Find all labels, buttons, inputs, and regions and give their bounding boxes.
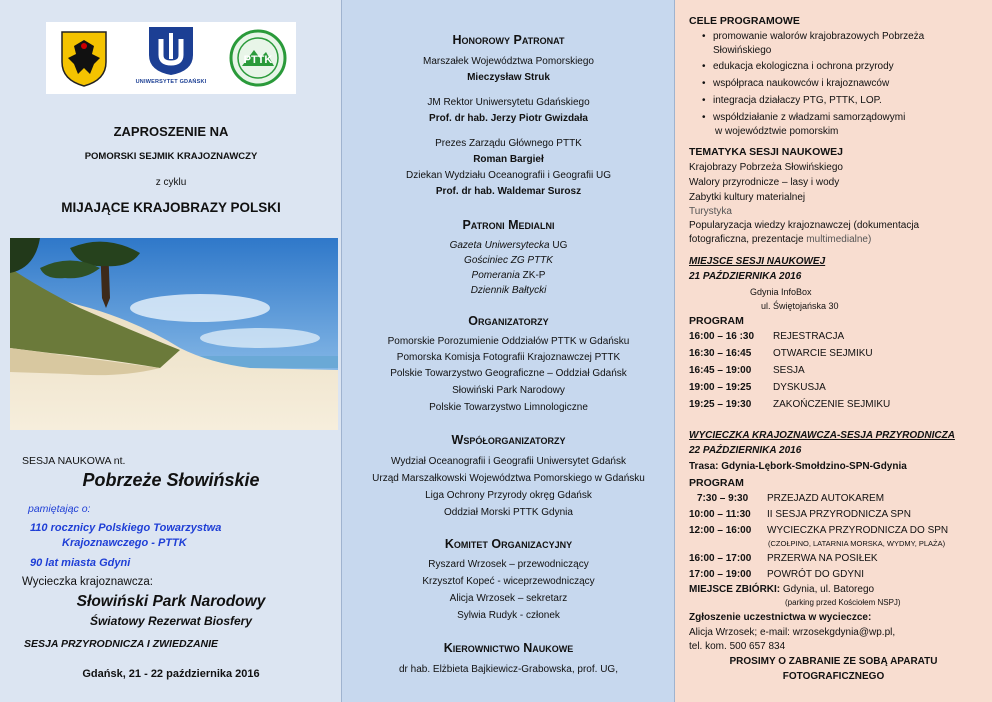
goal-item-cont: Słowińskiego (713, 45, 772, 56)
patron-name: Prof. dr hab. Jerzy Piotr Gwizdała (429, 113, 588, 124)
meeting-point-note: (parking przed Kościołem NSPJ) (785, 598, 901, 607)
media-patron: Pomerania ZK-P (471, 270, 546, 281)
program-time: 19:25 – 19:30 (689, 399, 752, 410)
topic-item: Turystyka (689, 206, 732, 217)
organizer-item: Słowiński Park Narodowy (452, 385, 565, 396)
goal-item-cont: w województwie pomorskim (715, 126, 839, 137)
scientific-manager: dr hab. Elżbieta Bajkiewicz-Grabowska, prof. UG, (399, 664, 618, 675)
trip-program-heading: PROGRAM (689, 477, 744, 489)
nature-session: SESJA PRZYRODNICZA I ZWIEDZANIE (24, 638, 219, 650)
trip-program-item: II SESJA PRZYRODNICZA SPN (767, 509, 911, 520)
program-item: SESJA (773, 365, 805, 376)
anniversary-gdynia: 90 lat miasta Gdyni (30, 557, 131, 569)
session-title: Pobrzeże Słowińskie (82, 470, 260, 490)
goal-item: • współdziałanie z władzami samorządowymi (713, 112, 905, 123)
trip-date: 22 PAŹDZIERNIKA 2016 (689, 445, 802, 456)
trip-program-time: 10:00 – 11:30 (689, 509, 751, 520)
goal-item: • promowanie walorów krajobrazowych Pobrzeża (713, 31, 924, 42)
remember-label: pamiętając o: (28, 503, 91, 515)
co-organizer-item: Wydział Oceanografii i Geografii Uniwersytet Gdańsk (390, 456, 626, 467)
camera-request-cont: FOTOGRAFICZNEGO (782, 671, 885, 682)
co-organizer-item: Oddział Morski PTTK Gdynia (444, 507, 573, 518)
organizer-item: Polskie Towarzystwo Geograficzne – Oddział Gdańsk (390, 368, 627, 379)
scientific-management-heading: Kierownictwo Naukowe (443, 641, 574, 655)
program-time: 19:00 – 19:25 (689, 382, 752, 393)
topics-heading: TEMATYKA SESJI NAUKOWEJ (689, 146, 844, 158)
beach-photo (10, 238, 338, 430)
organizers-heading: Organizatorzy (468, 314, 549, 328)
biosphere-reserve: Światowy Rezerwat Biosfery (89, 614, 253, 628)
trip-heading: WYCIECZKA KRAJOZNAWCZA-SESJA PRZYRODNICZA (689, 430, 955, 441)
anniversary-pttk-line1: 110 rocznicy Polskiego Towarzystwa (30, 522, 222, 534)
registration-phone: tel. kom. 500 657 834 (689, 641, 786, 652)
left-panel (0, 0, 342, 702)
pttk-logo-icon (228, 28, 288, 88)
co-organizers-heading: Współorganizatorzy (451, 433, 566, 447)
anniversary-pttk-line2: Krajoznawczego - PTTK (62, 537, 187, 549)
university-emblem-icon (145, 25, 197, 77)
media-patron: Gościniec ZG PTTK (464, 255, 553, 266)
registration-heading: Zgłoszenie uczestnictwa w wycieczce: (689, 612, 872, 623)
committee-member: Alicja Wrzosek – sekretarz (449, 593, 568, 604)
trip-program-item: POWRÓT DO GDYNI (767, 569, 865, 580)
university-logo (131, 25, 211, 91)
session-date: 21 PAŹDZIERNIKA 2016 (689, 271, 802, 282)
university-logo-text: UNIWERSYTET GDAŃSKI (135, 79, 207, 85)
program-item: ZAKOŃCZENIE SEJMIKU (773, 399, 891, 410)
invitation-title: ZAPROSZENIE NA (113, 124, 229, 139)
topic-item: Walory przyrodnicze – lasy i wody (689, 177, 840, 188)
media-patron: Dziennik Bałtycki (470, 285, 547, 296)
camera-request: PROSIMY O ZABRANIE ZE SOBĄ APARATU (729, 656, 938, 667)
patron-role: Marszałek Województwa Pomorskiego (423, 56, 594, 67)
event-name: POMORSKI SEJMIK KRAJOZNAWCZY (84, 151, 258, 162)
middle-panel (342, 0, 675, 702)
goals-heading: CELE PROGRAMOWE (689, 15, 800, 27)
series-label: z cyklu (155, 177, 187, 188)
park-name: Słowiński Park Narodowy (76, 593, 266, 610)
co-organizer-item: Liga Ochrony Przyrody okręg Gdańsk (425, 490, 592, 501)
session-venue: Gdynia InfoBox (750, 287, 812, 297)
trip-program-time: 7:30 – 9:30 (697, 493, 749, 504)
goal-item: • edukacja ekologiczna i ochrona przyrody (713, 61, 894, 72)
topic-item: Krajobrazy Pobrzeża Słowińskiego (689, 162, 843, 173)
committee-member: Ryszard Wrzosek – przewodniczący (428, 559, 589, 570)
organizer-item: Pomorskie Porozumienie Oddziałów PTTK w Gdańsku (387, 336, 630, 347)
logo-strip (46, 22, 296, 94)
honorary-patronage-heading: Honorowy Patronat (452, 33, 565, 47)
patron-role: Prezes Zarządu Głównego PTTK (435, 138, 582, 149)
program-time: 16:30 – 16:45 (689, 348, 752, 359)
goal-item: • współpraca naukowców i krajoznawców (713, 78, 889, 89)
topic-item-cont: fotograficzna, prezentacje multimedialne) (689, 234, 872, 245)
topic-item: Popularyzacja wiedzy krajoznawczej (dokumentacja (689, 220, 920, 231)
session-place-heading: MIEJSCE SESJI NAUKOWEJ (689, 256, 826, 267)
program-time: 16:00 – 16 :30 (689, 331, 755, 342)
trip-program-time: 17:00 – 19:00 (689, 569, 752, 580)
pttk-logo-text: PTTK (243, 54, 273, 66)
media-patrons-heading: Patroni Medialni (462, 218, 555, 232)
patron-role: JM Rektor Uniwersytetu Gdańskiego (427, 97, 590, 108)
series-name: MIJAJĄCE KRAJOBRAZY POLSKI (61, 200, 281, 215)
program-time: 16:45 – 19:00 (689, 365, 752, 376)
committee-heading: Komitet Organizacyjny (444, 537, 573, 551)
session-address: ul. Świętojańska 30 (761, 301, 839, 311)
pomerania-coat-of-arms-icon (54, 28, 114, 88)
session-label: SESJA NAUKOWA nt. (22, 455, 126, 467)
patron-role: Dziekan Wydziału Oceanografii i Geografii UG (406, 170, 611, 181)
trip-program-item: WYCIECZKA PRZYRODNICZA DO SPN (767, 525, 949, 536)
trip-label: Wycieczka krajoznawcza: (22, 576, 153, 588)
organizer-item: Pomorska Komisja Fotografii Krajoznawczej PTTK (396, 352, 621, 363)
trip-program-time: 16:00 – 17:00 (689, 553, 752, 564)
program-heading: PROGRAM (689, 315, 744, 327)
committee-member: Sylwia Rudyk - członek (457, 610, 560, 621)
program-item: REJESTRACJA (773, 331, 845, 342)
topic-item: Zabytki kultury materialnej (689, 192, 806, 203)
trip-program-subitem: (CZOŁPINO, LATARNIA MORSKA, WYDMY, PLAŻA) (768, 539, 946, 548)
committee-member: Krzysztof Kopeć - wiceprzewodniczący (422, 576, 595, 587)
organizer-item: Polskie Towarzystwo Limnologiczne (429, 402, 588, 413)
trip-route: Trasa: Gdynia-Lębork-Smołdzino-SPN-Gdynia (689, 461, 907, 472)
goal-item: • integracja działaczy PTG, PTTK, LOP. (713, 95, 882, 106)
patron-name: Mieczysław Struk (467, 72, 550, 83)
patron-name: Prof. dr hab. Waldemar Surosz (435, 186, 582, 197)
trip-program-item: PRZEJAZD AUTOKAREM (767, 493, 885, 504)
right-panel (675, 0, 992, 702)
date-place: Gdańsk, 21 - 22 października 2016 (82, 668, 260, 680)
trip-program-time: 12:00 – 16:00 (689, 525, 752, 536)
meeting-point: MIEJSCE ZBIÓRKI: Gdynia, ul. Batorego (689, 584, 875, 595)
program-item: OTWARCIE SEJMIKU (773, 348, 873, 359)
patron-name: Roman Bargieł (473, 154, 544, 165)
program-item: DYSKUSJA (773, 382, 826, 393)
trip-program-item: PRZERWA NA POSIŁEK (767, 553, 878, 564)
registration-email: Alicja Wrzosek; e-mail: wrzosekgdynia@wp.pl, (689, 627, 896, 638)
media-patron: Gazeta Uniwersytecka UG (449, 240, 568, 251)
co-organizer-item: Urząd Marszałkowski Województwa Pomorskiego w Gdańsku (372, 473, 645, 484)
